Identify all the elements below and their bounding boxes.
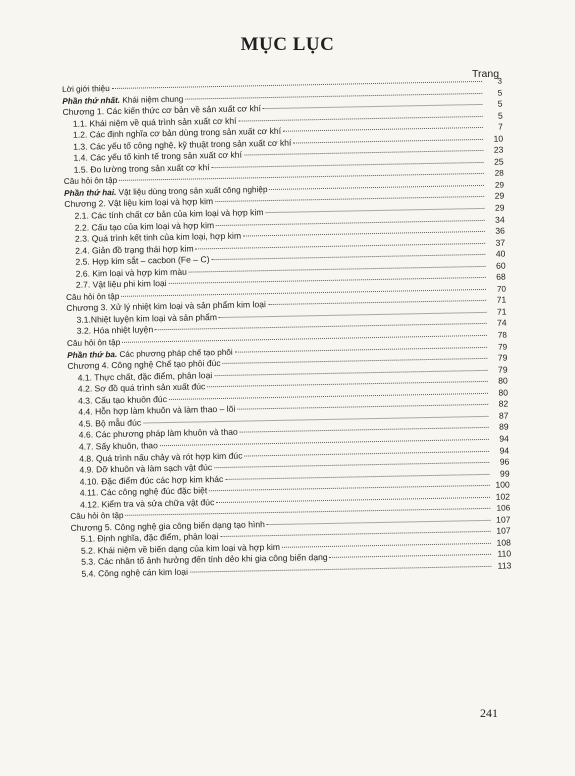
page-title: MỤC LỤC bbox=[240, 34, 335, 55]
dot-leader bbox=[267, 520, 491, 525]
dot-leader bbox=[330, 554, 492, 558]
dot-leader bbox=[216, 497, 490, 503]
toc-entry-title: Chương 1. Các kiến thức cơ bản về sản xuất cơ khí bbox=[62, 103, 262, 118]
toc-entry-title: 2.2. Cấu tạo của kim loại và hợp kim bbox=[74, 219, 215, 233]
toc-entry-title: Chương 3. Xử lý nhiệt kim loại và sản phẩm kim loại bbox=[66, 299, 266, 314]
dot-leader bbox=[169, 277, 486, 284]
toc-entry-title: 4.7. Sấy khuôn, thao bbox=[78, 440, 158, 452]
toc-entry-title: 2.6. Kim loại và hợp kim màu bbox=[75, 266, 187, 279]
toc-entry-title: 2.1. Các tính chất cơ bản của kim loại và hợp kim bbox=[74, 207, 264, 221]
toc-entry-page: 100 bbox=[495, 479, 510, 490]
dot-leader bbox=[244, 150, 483, 156]
dot-leader bbox=[215, 196, 484, 202]
toc-entry-title: 1.1. Khái niệm về quá trình sản xuất cơ khí bbox=[72, 115, 237, 129]
toc-entry-page: 28 bbox=[494, 168, 504, 179]
dot-leader bbox=[265, 208, 484, 213]
toc-entry-title: 5.2. Khái niệm về biến dạng của kim loại và hợp kim bbox=[80, 541, 281, 556]
dot-leader bbox=[220, 531, 490, 537]
dot-leader bbox=[268, 300, 486, 305]
toc-entry-page: 96 bbox=[499, 456, 510, 467]
dot-leader bbox=[160, 439, 489, 446]
toc-entry-page: 102 bbox=[495, 491, 511, 502]
toc-entry-title: Chương 2. Vật liệu kim loại và hợp kim bbox=[64, 196, 214, 210]
toc-entry-title: 4.11. Các công nghệ đúc đặc biệt bbox=[79, 485, 208, 498]
toc-entry-page: 36 bbox=[495, 225, 505, 236]
toc-entry-title: Chương 5. Công nghệ gia công biến dạng tạo hình bbox=[70, 518, 265, 533]
table-of-contents bbox=[62, 76, 511, 581]
toc-part-title: Các phương pháp chế tạo phôi bbox=[119, 347, 233, 359]
toc-entry-page: 3 bbox=[497, 76, 503, 86]
toc-part-prefix: Phần thứ nhất. bbox=[62, 95, 121, 106]
dot-leader bbox=[216, 219, 485, 225]
toc-entry-title: 4.8. Quá trình nấu chảy và rót hợp kim đúc bbox=[79, 450, 243, 464]
toc-entry-page: 29 bbox=[494, 202, 505, 213]
toc-entry-page: 5 bbox=[497, 98, 503, 109]
dot-leader bbox=[214, 370, 487, 376]
toc-entry-title: 5.1. Định nghĩa, đặc điểm, phân loại bbox=[80, 531, 219, 545]
toc-entry-page: 80 bbox=[498, 387, 509, 398]
toc-entry-title: 3.1.Nhiệt luyện kim loại và sản phẩm bbox=[76, 312, 218, 325]
toc-entry-page: 68 bbox=[496, 271, 506, 282]
dot-leader bbox=[209, 485, 490, 491]
toc-entry-title: 4.6. Các phương pháp làm khuôn và thao bbox=[78, 427, 238, 441]
toc-entry-page: 60 bbox=[495, 260, 506, 271]
dot-leader bbox=[207, 381, 487, 387]
toc-entry-title: 2.4. Giản đồ trạng thái hợp kim bbox=[75, 243, 194, 256]
toc-entry-title: Câu hỏi ôn tập bbox=[70, 511, 124, 522]
dot-leader bbox=[243, 231, 485, 237]
dot-leader bbox=[282, 543, 491, 548]
toc-entry-page: 78 bbox=[497, 330, 507, 340]
toc-entry-page: 106 bbox=[496, 503, 511, 513]
toc-entry-title: 2.3. Quá trình kết tinh của kim loại, hợp kim bbox=[74, 230, 242, 244]
toc-entry-page: 87 bbox=[498, 410, 509, 421]
dot-leader bbox=[263, 104, 482, 109]
dot-leader bbox=[283, 127, 483, 132]
toc-entry-page: 79 bbox=[497, 364, 508, 375]
toc-entry-title: Lời giới thiệu bbox=[62, 84, 110, 94]
dot-leader bbox=[169, 393, 488, 400]
toc-entry-title: Chương 4. Công nghệ Chế tạo phôi đúc bbox=[67, 358, 221, 372]
toc-entry-title: 4.5. Bộ mẫu đúc bbox=[78, 417, 142, 429]
toc-entry-title: Câu hỏi ôn tập bbox=[63, 176, 118, 187]
dot-leader bbox=[238, 116, 482, 122]
dot-leader bbox=[244, 450, 489, 456]
toc-entry-page: 40 bbox=[495, 248, 506, 259]
dot-leader bbox=[155, 323, 487, 330]
toc-entry-page: 29 bbox=[494, 191, 505, 202]
dot-leader bbox=[212, 254, 486, 260]
toc-entry-page: 34 bbox=[495, 214, 505, 225]
toc-entry-page: 71 bbox=[496, 306, 507, 317]
toc-entry-title: Câu hỏi ôn tập bbox=[66, 337, 121, 348]
toc-entry-page: 37 bbox=[495, 237, 506, 248]
dot-leader bbox=[185, 92, 482, 99]
toc-entry-title: 1.4. Các yếu tố kinh tế trong sản xuất cơ khí bbox=[73, 149, 243, 164]
toc-entry-page: 108 bbox=[496, 537, 511, 548]
toc-entry-page: 23 bbox=[493, 144, 504, 156]
toc-entry-title: 4.3. Cấu tạo khuôn đúc bbox=[77, 393, 168, 406]
dot-leader bbox=[240, 427, 489, 433]
page-number: 241 bbox=[480, 706, 498, 720]
dot-leader bbox=[196, 243, 486, 250]
toc-entry-page: 89 bbox=[499, 421, 509, 433]
dot-leader bbox=[143, 416, 488, 424]
dot-leader bbox=[189, 266, 486, 273]
toc-entry-page: 94 bbox=[499, 444, 510, 456]
toc-entry-title: 5.4. Công nghệ cán kim loại bbox=[81, 566, 189, 579]
toc-entry-page: 94 bbox=[499, 433, 509, 444]
toc-entry-title: 4.1. Thực chất, đặc điểm, phân loại bbox=[77, 369, 213, 383]
toc-entry-page: 29 bbox=[494, 180, 505, 190]
toc-entry-page: 5 bbox=[497, 88, 503, 98]
toc-part-prefix: Phần thứ hai. bbox=[64, 187, 117, 198]
toc-part-title: Vật liệu dùng trong sản xuất công nghiệp bbox=[118, 184, 268, 197]
toc-entry-page: 5 bbox=[497, 110, 503, 121]
toc-entry-page: 107 bbox=[496, 525, 511, 537]
toc-entry-page: 79 bbox=[497, 342, 508, 352]
toc-entry-page: 113 bbox=[497, 560, 512, 571]
toc-entry-page: 74 bbox=[497, 317, 507, 329]
toc-entry-title: 1.2. Các định nghĩa cơ bản dùng trong sản xuất cơ khí bbox=[72, 125, 282, 140]
toc-entry-title: 3.2. Hóa nhiệt luyện bbox=[76, 324, 154, 337]
dot-leader bbox=[225, 473, 489, 479]
toc-entry-title: 4.9. Dỡ khuôn và làm sạch vật đúc bbox=[79, 462, 213, 475]
dot-leader bbox=[235, 346, 487, 352]
toc-part-prefix: Phần thứ ba. bbox=[67, 349, 118, 360]
dot-leader bbox=[223, 358, 488, 364]
toc-entry-page: 7 bbox=[498, 121, 503, 132]
toc-entry-page: 10 bbox=[493, 133, 504, 144]
toc-entry-page: 70 bbox=[496, 284, 507, 294]
dot-leader bbox=[237, 404, 488, 410]
toc-part-title: Khái niệm chung bbox=[122, 94, 184, 105]
toc-entry-title: 1.5. Đo lường trong sản xuất cơ khí bbox=[73, 162, 210, 175]
toc-entry-page: 82 bbox=[498, 398, 509, 409]
dot-leader bbox=[269, 185, 484, 190]
toc-entry-title: 4.10. Đặc điểm đúc các hợp kim khác bbox=[79, 473, 224, 487]
toc-entry-title: 4.12. Kiểm tra và sửa chữa vật đúc bbox=[79, 496, 215, 510]
dot-leader bbox=[212, 162, 484, 168]
dot-leader bbox=[214, 462, 489, 468]
toc-entry-page: 107 bbox=[496, 514, 511, 525]
toc-entry-title: 2.7. Vật liệu phi kim loại bbox=[75, 278, 167, 291]
toc-entry-title: 4.2. Sơ đồ quá trình sản xuất đúc bbox=[77, 381, 206, 394]
dot-leader bbox=[293, 139, 483, 144]
toc-entry-title: 1.3. Các yếu tố công nghệ, kỹ thuật trong sản xuất cơ khí bbox=[73, 137, 292, 152]
toc-entry-title: 5.3. Các nhân tố ảnh hưởng đến tính dẻo khi gia công biến dạng bbox=[81, 552, 328, 568]
dot-leader bbox=[219, 312, 487, 318]
toc-entry-page: 79 bbox=[497, 352, 508, 363]
toc-entry-title: 2.5. Hợp kim sắt – cacbon (Fe – C) bbox=[75, 254, 210, 267]
toc-entry-title: 4.4. Hỗn hợp làm khuôn và làm thao – lõi bbox=[78, 404, 236, 418]
page-column-label: Trang bbox=[472, 68, 500, 80]
toc-entry-page: 99 bbox=[499, 468, 510, 479]
dot-leader bbox=[190, 566, 491, 573]
toc-entry-page: 80 bbox=[498, 375, 508, 386]
toc-entry-page: 25 bbox=[493, 156, 504, 167]
toc-entry-title: Câu hỏi ôn tập bbox=[66, 291, 120, 302]
toc-entry-page: 71 bbox=[496, 294, 507, 306]
toc-entry-page: 110 bbox=[497, 548, 512, 560]
